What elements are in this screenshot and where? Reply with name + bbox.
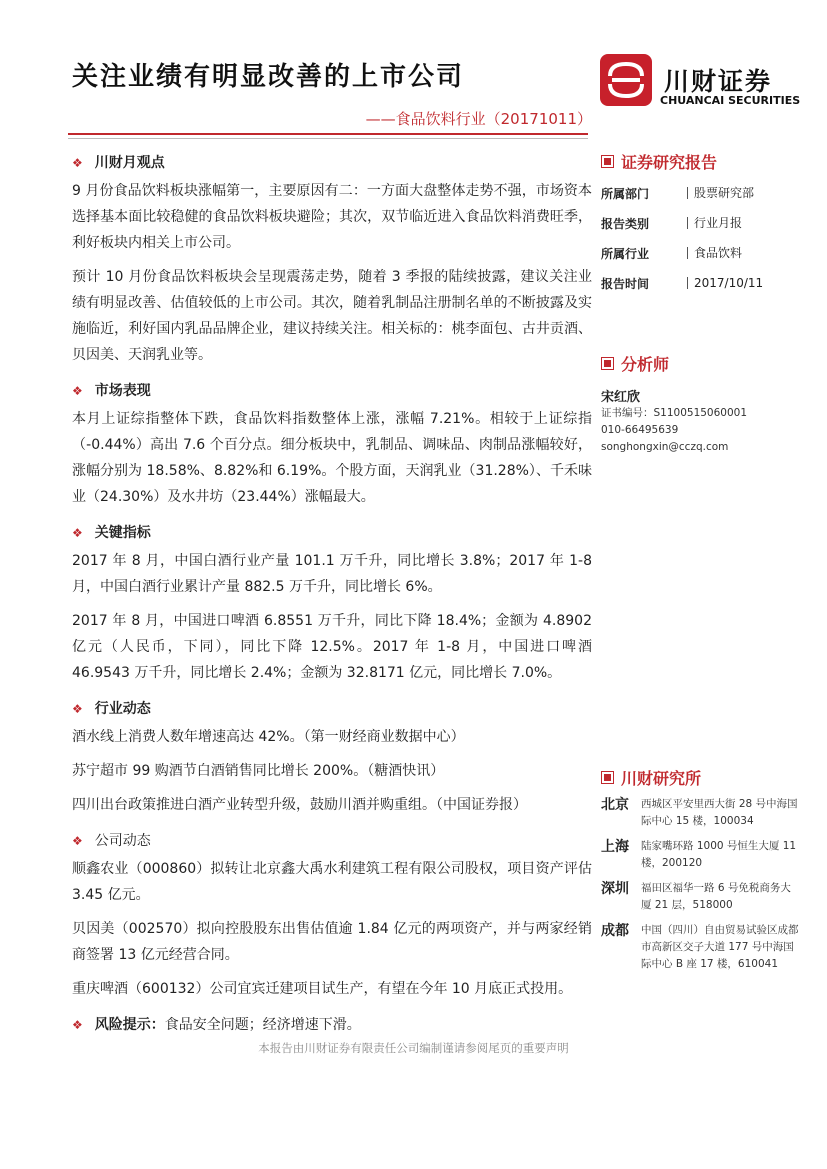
section-company-news bbox=[72, 826, 592, 1002]
analyst-card bbox=[601, 386, 811, 456]
section-heading: ❖ 行业动态 bbox=[72, 694, 592, 724]
paragraph: 苏宁超市 99 购酒节白酒销售同比增长 200%。（糖酒快讯） bbox=[72, 763, 445, 779]
section-heading: ❖ 市场表现 bbox=[72, 376, 592, 406]
header-divider-thin bbox=[68, 138, 588, 139]
sidebar bbox=[601, 148, 811, 981]
report-info-heading: 证券研究报告 bbox=[601, 148, 811, 174]
page-title: 关注业绩有明显改善的上市公司 bbox=[72, 62, 465, 92]
diamond-bullet-icon: ❖ bbox=[72, 702, 83, 716]
section-heading: ❖ 川财月观点 bbox=[72, 148, 592, 178]
paragraph: 本月上证综指整体下跌，食品饮料指数整体上涨，涨幅 7.21%。相较于上证综指（-0.44%）高出 7.6 个百分点。细分板块中，乳制品、调味品、肉制品涨幅较好，涨幅分别为 18.58%、8.82%和 6.19%。个股方面，天润乳业（31.28%）、千禾味业（24.30%）及水井坊（23.44%）涨幅最大。 bbox=[72, 411, 592, 505]
page-subtitle: ——食品饮料行业（20171011） bbox=[365, 110, 592, 128]
paragraph: 9 月份食品饮料板块涨幅第一，主要原因有二：一方面大盘整体走势不强，市场资本选择基本面比较稳健的食品饮料板块避险；其次，双节临近进入食品饮料消费旺季，利好板块内相关上市公司。 bbox=[72, 183, 592, 251]
paragraph: 2017 年 8 月，中国进口啤酒 6.8551 万千升，同比下降 18.4%；金额为 4.8902 亿元（人民币，下同），同比下降 12.5%。2017 年 1-8 月，中国进口啤酒 46.9543 万千升，同比增长 2.4%；金额为 32.8171 亿元，同比增长 7.0%。 bbox=[72, 613, 592, 681]
paragraph: 重庆啤酒（600132）公司宜宾迁建项目试生产，有望在今年 10 月底正式投用。 bbox=[72, 981, 573, 997]
section-industry-news bbox=[72, 694, 592, 818]
diamond-bullet-icon: ❖ bbox=[72, 156, 83, 170]
logo-emblem-icon bbox=[600, 54, 652, 106]
institute-heading: 川财研究所 bbox=[601, 764, 811, 790]
company-logo bbox=[600, 54, 800, 114]
paragraph: 顺鑫农业（000860）拟转让北京鑫大禹水利建筑工程有限公司股权，项目资产评估 3.45 亿元。 bbox=[72, 861, 592, 903]
square-bullet-icon bbox=[601, 357, 614, 370]
office-item: 成都 中国（四川）自由贸易试验区成都市高新区交子大道 177 号中海国际中心 B 座 17 楼，610041 bbox=[601, 923, 799, 970]
diamond-bullet-icon: ❖ bbox=[72, 384, 83, 398]
risk-warning bbox=[72, 1010, 592, 1040]
paragraph: 贝因美（002570）拟向控股股东出售估值逾 1.84 亿元的两项资产，并与两家经销商签署 13 亿元经营合同。 bbox=[72, 921, 592, 963]
section-indicators bbox=[72, 518, 592, 686]
square-bullet-icon bbox=[601, 155, 614, 168]
info-row: 报告时间 2017/10/11 bbox=[601, 276, 764, 291]
diamond-bullet-icon: ❖ bbox=[72, 1018, 83, 1032]
logo-text-cn: 川财证券 bbox=[664, 67, 773, 96]
square-bullet-icon bbox=[601, 771, 614, 784]
header-divider bbox=[68, 133, 588, 135]
info-row: 所属部门 股票研究部 bbox=[601, 186, 755, 201]
analyst-cert: 证书编号：S1100515060001 bbox=[601, 407, 748, 419]
section-market bbox=[72, 376, 592, 510]
section-heading: ❖ 公司动态 bbox=[72, 826, 592, 856]
paragraph: 四川出台政策推进白酒产业转型升级，鼓励川酒并购重组。（中国证券报） bbox=[72, 797, 527, 813]
office-item: 北京 西城区平安里西大街 28 号中海国际中心 15 楼，100034 bbox=[601, 797, 798, 827]
info-row: 报告类别 行业月报 bbox=[601, 216, 743, 231]
analyst-email[interactable]: songhongxin@cczq.com bbox=[601, 441, 729, 453]
report-info-table bbox=[601, 178, 811, 298]
paragraph: 酒水线上消费人数年增速高达 42%。（第一财经商业数据中心） bbox=[72, 729, 465, 745]
risk-text: 食品安全问题；经济增速下滑。 bbox=[164, 1017, 361, 1033]
office-item: 深圳 福田区福华一路 6 号免税商务大厦 21 层，518000 bbox=[601, 881, 791, 911]
office-item: 上海 陆家嘴环路 1000 号恒生大厦 11 楼，200120 bbox=[601, 839, 797, 869]
section-view bbox=[72, 148, 592, 368]
paragraph: 预计 10 月份食品饮料板块会呈现震荡走势，随着 3 季报的陆续披露，建议关注业绩有明显改善、估值较低的上市公司。其次，随着乳制品注册制名单的不断披露及实施临近，利好国内乳品品牌企业，建议持续关注。相关标的：桃李面包、古井贡酒、贝因美、天润乳业等。 bbox=[72, 269, 592, 363]
risk-label: 风险提示： bbox=[94, 1017, 165, 1033]
main-content bbox=[72, 148, 592, 1040]
logo-text-en: CHUANCAI SECURITIES bbox=[660, 94, 801, 107]
analyst-heading: 分析师 bbox=[601, 350, 811, 376]
analyst-name: 宋红欣 bbox=[601, 390, 641, 405]
diamond-bullet-icon: ❖ bbox=[72, 834, 83, 848]
analyst-phone: 010-66495639 bbox=[601, 424, 679, 436]
section-heading: ❖ 关键指标 bbox=[72, 518, 592, 548]
info-row: 所属行业 食品饮料 bbox=[601, 246, 743, 261]
office-list bbox=[601, 796, 811, 973]
footer-disclaimer: 本报告由川财证券有限责任公司编制谨请参阅尾页的重要声明 bbox=[258, 1041, 569, 1055]
diamond-bullet-icon: ❖ bbox=[72, 526, 83, 540]
paragraph: 2017 年 8 月，中国白酒行业产量 101.1 万千升，同比增长 3.8%；2017 年 1-8 月，中国白酒行业累计产量 882.5 万千升，同比增长 6%。 bbox=[72, 553, 592, 595]
